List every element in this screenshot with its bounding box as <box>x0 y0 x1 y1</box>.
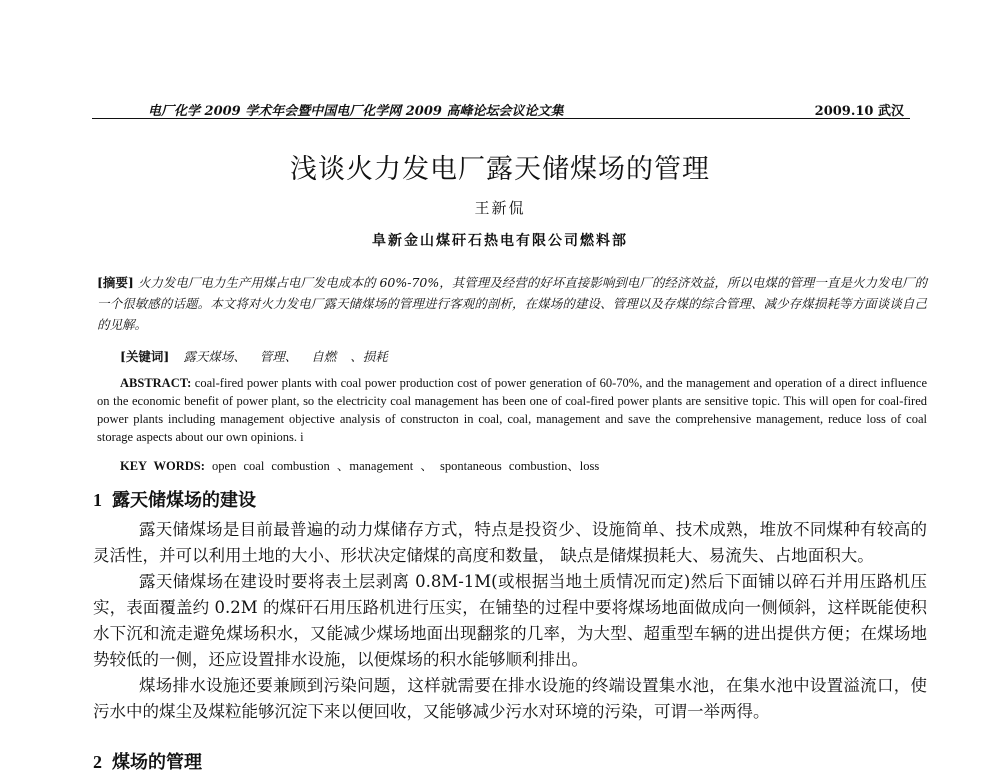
proceedings-title: 电厂化学 2009 学术年会暨中国电厂化学网 2009 高峰论坛会议论文集 <box>148 104 564 119</box>
body-paragraph: 露天储煤场是目前最普遍的动力煤储存方式，特点是投资少、设施简单、技术成熟，堆放不同煤种有较高的灵活性，并可以利用土地的大小、形状决定储煤的高度和数量， 缺点是储煤损耗大、易流失、占地面积大。 <box>93 520 927 565</box>
date-place: 2009.10 武汉 <box>814 104 904 119</box>
abstract-en-text: coal-fired power plants with coal power production cost of power generation of 60-70%, and the management and operation of a direct influence on the economic benefit of power plant, so the electricity coal management has been one of coal-fired power plants are sensitive topic. This will open for coal-fired power plants including management objective analysis of constructon in coal, coal, management and save the comprehensive management, reduce loss of coal storage aspects about our own opinions. i <box>97 376 927 444</box>
keywords-en-label: KEY WORDS: <box>120 459 205 473</box>
section-2-heading <box>93 748 202 774</box>
author-affiliation: 阜新金山煤矸石热电有限公司燃料部 <box>372 233 628 249</box>
section-1-heading <box>93 486 256 512</box>
keywords-en-text: open coal combustion 、management 、 spontaneous combustion、loss <box>212 459 600 473</box>
section-1-number: 1 <box>93 490 102 510</box>
section-2-number: 2 <box>93 752 102 772</box>
abstract-en-label: ABSTRACT: <box>120 376 192 390</box>
abstract-cn-text: 火力发电厂电力生产用煤占电厂发电成本的 60%-70%，其管理及经营的好坏直接影响到电厂的经济效益，所以电煤的管理一直是火力发电厂的一个很敏感的话题。本文将对火力发电厂露天储煤场的管理进行客观的剖析，在煤场的建设、管理以及存煤的综合管理、减少存煤损耗等方面谈谈自己的见解。 <box>97 275 927 332</box>
keywords-cn-label: [关键词] <box>120 349 170 364</box>
keywords-english <box>120 456 920 474</box>
section-1-title: 露天储煤场的建设 <box>112 490 256 511</box>
section-2-title: 煤场的管理 <box>112 752 202 773</box>
paper-title: 浅谈火力发电厂露天储煤场的管理 <box>290 154 710 185</box>
running-header <box>92 100 910 119</box>
body-paragraph: 煤场排水设施还要兼顾到污染问题，这样就需要在排水设施的终端设置集水池，在集水池中设置溢流口，使污水中的煤尘及煤粒能够沉淀下来以便回收，又能够减少污水对环境的污染，可谓一举两得。 <box>93 676 927 721</box>
keywords-chinese <box>120 347 920 365</box>
abstract-chinese <box>97 272 927 335</box>
keywords-cn-text: 露天煤场、 管理、 自燃 、损耗 <box>183 349 388 364</box>
abstract-english <box>97 374 927 446</box>
author-name: 王新侃 <box>474 199 526 217</box>
section-1-body <box>93 517 927 725</box>
body-paragraph: 露天储煤场在建设时要将表土层剥离 0.8M-1M(或根据当地土质情况而定)然后下面铺以碎石并用压路机压实，表面覆盖约 0.2M 的煤矸石用压路机进行压实，在铺垫的过程中要将煤场地面做成向一侧倾斜，这样既能使积水下沉和流走避免煤场积水，又能减少煤场地面出现翻浆的几率，为大型、超重型车辆的进出提供方便；在煤场地势较低的一侧，还应设置排水设施，以便煤场的积水能够顺利排出。 <box>93 572 927 669</box>
abstract-cn-label: [摘要] <box>97 275 134 290</box>
